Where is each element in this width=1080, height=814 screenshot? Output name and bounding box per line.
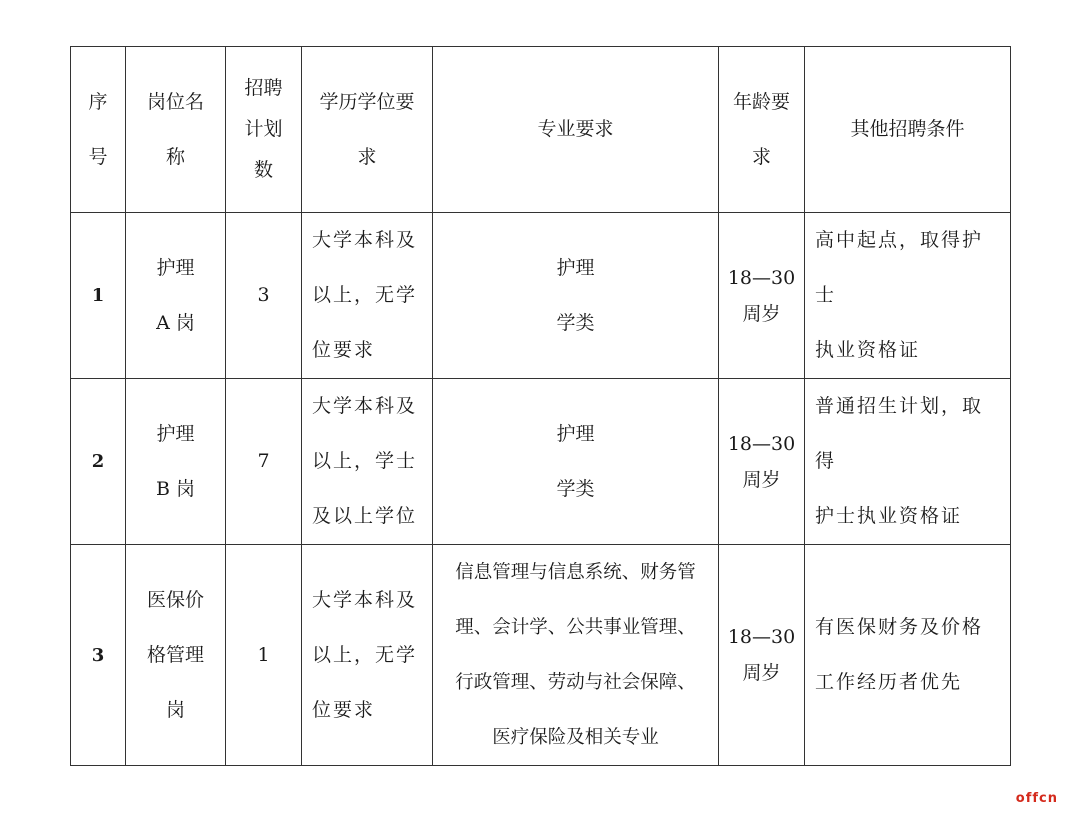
header-post-name: 岗位名 称 [126,47,226,213]
row-education: 大学本科及 以上，学士 及以上学位 [302,379,433,545]
row-plan: 1 [226,545,302,766]
row-major: 信息管理与信息系统、财务管 理、会计学、公共事业管理、 行政管理、劳动与社会保障、 医疗保险及相关专业 [433,545,719,766]
row-major: 护理 学类 [433,213,719,379]
row-education: 大学本科及 以上，无学 位要求 [302,545,433,766]
row-post: 护理 B 岗 [126,379,226,545]
row-age: 18—30 周岁 [719,545,805,766]
watermark-logo: offcn [1015,791,1058,806]
row-post: 医保价 格管理 岗 [126,545,226,766]
row-seq: 3 [71,545,126,766]
header-major: 专业要求 [433,47,719,213]
row-education: 大学本科及 以上，无学 位要求 [302,213,433,379]
row-plan: 3 [226,213,302,379]
row-major: 护理 学类 [433,379,719,545]
header-seq: 序 号 [71,47,126,213]
row-seq: 2 [71,379,126,545]
row-age: 18—30 周岁 [719,379,805,545]
header-age: 年龄要 求 [719,47,805,213]
row-other: 普通招生计划，取得 护士执业资格证 [805,379,1011,545]
row-plan: 7 [226,379,302,545]
header-plan-count: 招聘 计划 数 [226,47,302,213]
recruitment-table [70,46,1011,766]
table-row [71,545,1011,766]
table-row [71,379,1011,545]
row-other: 高中起点，取得护士 执业资格证 [805,213,1011,379]
row-post: 护理 A 岗 [126,213,226,379]
row-age: 18—30 周岁 [719,213,805,379]
header-row [71,47,1011,213]
row-seq: 1 [71,213,126,379]
header-other: 其他招聘条件 [805,47,1011,213]
row-other: 有医保财务及价格 工作经历者优先 [805,545,1011,766]
header-education: 学历学位要 求 [302,47,433,213]
table-row [71,213,1011,379]
